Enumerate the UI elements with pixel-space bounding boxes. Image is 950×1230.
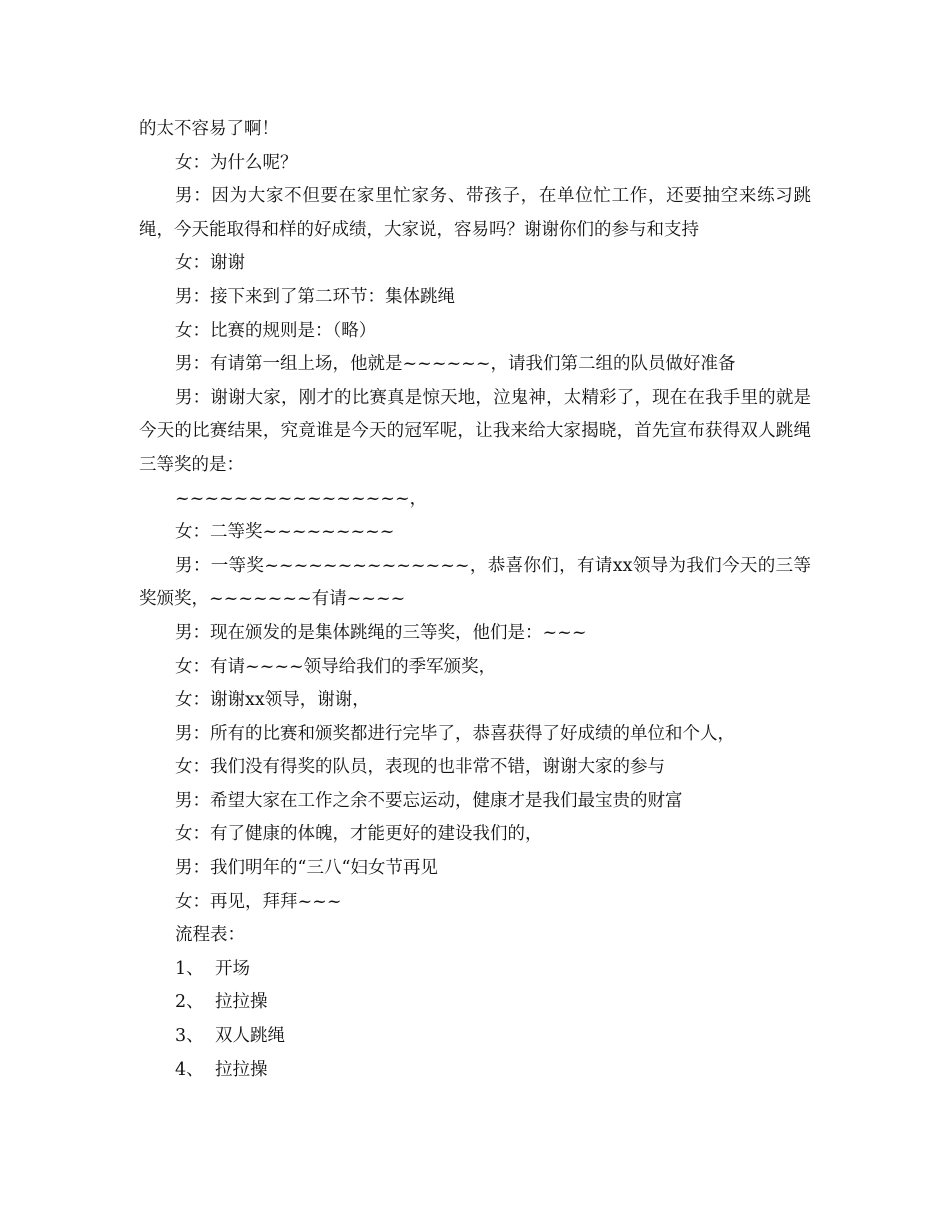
document-body	[139, 113, 811, 1087]
flow-list-label: 拉拉操	[215, 992, 268, 1013]
dialogue-line: 男：所有的比赛和颁奖都进行完毕了，恭喜获得了好成绩的单位和个人，	[175, 723, 735, 744]
dialogue-line: 女：我们没有得奖的队员，表现的也非常不错，谢谢大家的参与	[175, 757, 665, 778]
dialogue-line: 男：希望大家在工作之余不要忘运动，健康才是我们最宝贵的财富	[175, 790, 683, 811]
flow-list-label: 双人跳绳	[215, 1026, 285, 1047]
flow-list-number: 1、	[175, 958, 204, 979]
dialogue-line: 女：有了健康的体魄，才能更好的建设我们的，	[175, 824, 543, 845]
flow-list-number: 2、	[175, 992, 204, 1013]
placeholder-line: ~~~~~~~~~~~~~~~~，	[175, 488, 428, 509]
flow-list-label: 拉拉操	[215, 1059, 268, 1080]
flow-list-item	[139, 1020, 811, 1054]
flow-list-item	[139, 986, 811, 1020]
dialogue-line: 男：接下来到了第二环节：集体跳绳	[175, 286, 455, 307]
flow-list-number: 3、	[175, 1026, 204, 1047]
dialogue-line: 女：再见，拜拜~~~	[175, 891, 342, 912]
flow-list-item	[139, 953, 811, 987]
dialogue-line: 男：有请第一组上场，他就是~~~~~~，请我们第二组的队员做好准备	[175, 354, 736, 375]
dialogue-line: 女：谢谢xx领导，谢谢，	[175, 690, 370, 711]
dialogue-line: 女：二等奖~~~~~~~~~	[175, 522, 395, 543]
dialogue-line: 男：我们明年的“三八“妇女节再见	[175, 858, 438, 879]
flow-list-label: 开场	[215, 958, 250, 979]
dialogue-line: 女：谢谢	[175, 253, 245, 274]
dialogue-line: 女：比赛的规则是：（略）	[175, 320, 377, 341]
flow-table-heading: 流程表：	[175, 925, 245, 946]
dialogue-line: 男：因为大家不但要在家里忙家务、带孩子，在单位忙工作，还要抽空来练习跳绳，今天能取得和样的好成绩，大家说，容易吗？谢谢你们的参与和支持	[139, 186, 811, 240]
dialogue-line: 男：现在颁发的是集体跳绳的三等奖，他们是：~~~	[175, 622, 587, 643]
dialogue-line: 男：一等奖~~~~~~~~~~~~~~，恭喜你们，有请xx领导为我们今天的三等奖颁奖，~~~~~~~有请~~~~	[139, 555, 811, 610]
dialogue-line: 女：有请~~~~领导给我们的季军颁奖，	[175, 656, 497, 677]
flow-list-number: 4、	[175, 1059, 204, 1080]
dialogue-line: 女：为什么呢？	[175, 152, 298, 173]
flow-list-item	[139, 1054, 811, 1088]
paragraph-continuation: 的太不容易了啊！	[139, 119, 279, 139]
dialogue-line: 男：谢谢大家，刚才的比赛真是惊天地，泣鬼神，太精彩了，现在在我手里的就是今天的比赛结果，究竟谁是今天的冠军呢，让我来给大家揭晓，首先宣布获得双人跳绳三等奖的是：	[139, 387, 811, 475]
